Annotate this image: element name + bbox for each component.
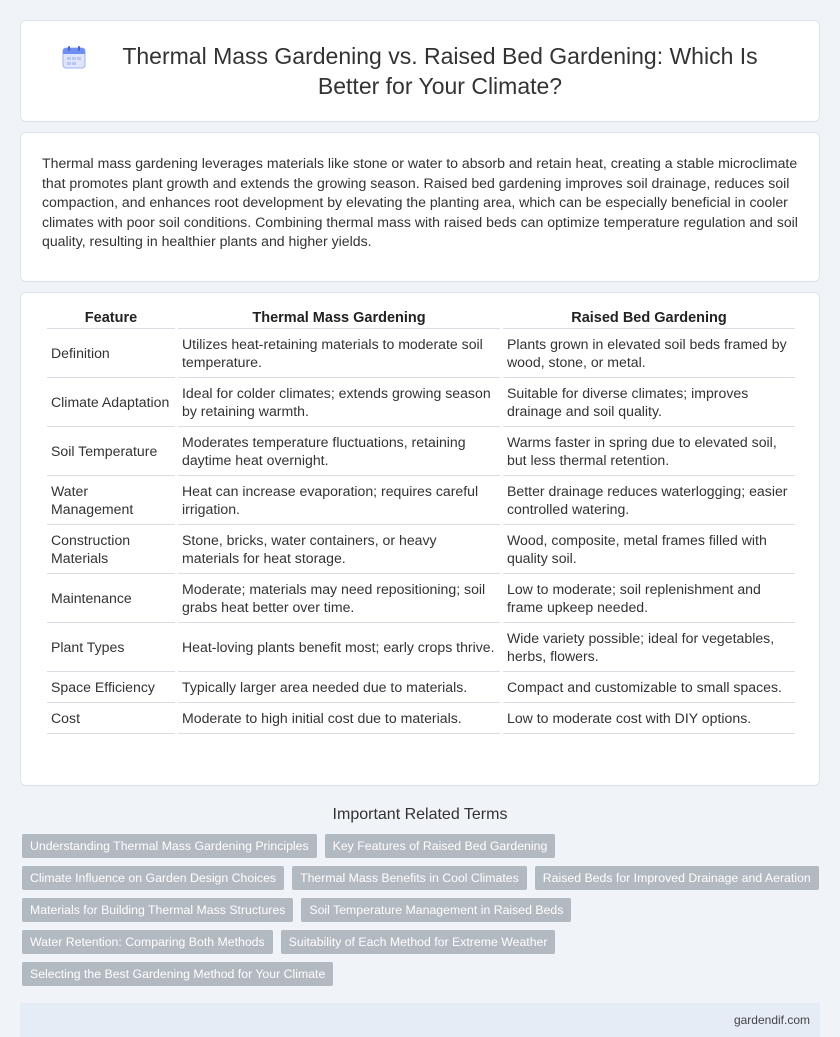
feature-cell: Construction Materials — [47, 525, 175, 574]
related-term-tag[interactable]: Soil Temperature Management in Raised Beds — [301, 898, 571, 922]
feature-cell: Maintenance — [47, 574, 175, 623]
feature-cell: Plant Types — [47, 623, 175, 672]
related-term-tag[interactable]: Suitability of Each Method for Extreme Weather — [281, 930, 556, 954]
table-row — [47, 525, 795, 574]
related-term-tag[interactable]: Water Retention: Comparing Both Methods — [22, 930, 273, 954]
thermal-mass-cell: Heat can increase evaporation; requires careful irrigation. — [178, 476, 500, 525]
footer-bar — [20, 1003, 820, 1037]
table-row — [47, 378, 795, 427]
raised-bed-cell: Low to moderate cost with DIY options. — [503, 703, 795, 734]
table-row — [47, 329, 795, 378]
related-term-tag[interactable]: Understanding Thermal Mass Gardening Principles — [22, 834, 317, 858]
intro-card — [20, 132, 820, 282]
footer-site-link[interactable]: gardendif.com — [733, 1013, 810, 1027]
column-header-raised-bed: Raised Bed Gardening — [503, 303, 795, 329]
feature-cell: Water Management — [47, 476, 175, 525]
comparison-table — [44, 303, 798, 734]
table-row — [47, 574, 795, 623]
table-row — [47, 427, 795, 476]
table-row — [47, 623, 795, 672]
related-terms-section — [0, 806, 840, 986]
related-terms-list — [22, 834, 820, 986]
related-terms-title: Important Related Terms — [332, 806, 508, 823]
related-term-tag[interactable]: Materials for Building Thermal Mass Structures — [22, 898, 293, 922]
related-term-tag[interactable]: Raised Beds for Improved Drainage and Aeration — [535, 866, 819, 890]
comparison-table-card — [20, 292, 820, 786]
thermal-mass-cell: Stone, bricks, water containers, or heavy materials for heat storage. — [178, 525, 500, 574]
raised-bed-cell: Better drainage reduces waterlogging; easier controlled watering. — [503, 476, 795, 525]
raised-bed-cell: Wood, composite, metal frames filled with quality soil. — [503, 525, 795, 574]
related-term-tag[interactable]: Thermal Mass Benefits in Cool Climates — [292, 866, 527, 890]
column-header-feature: Feature — [47, 303, 175, 329]
table-header-row — [47, 303, 795, 329]
thermal-mass-cell: Ideal for colder climates; extends growing season by retaining warmth. — [178, 378, 500, 427]
thermal-mass-cell: Moderate; materials may need repositioning; soil grabs heat better over time. — [178, 574, 500, 623]
feature-cell: Definition — [47, 329, 175, 378]
table-row — [47, 672, 795, 703]
raised-bed-cell: Low to moderate; soil replenishment and frame upkeep needed. — [503, 574, 795, 623]
feature-cell: Cost — [47, 703, 175, 734]
table-row — [47, 703, 795, 734]
page-title: Thermal Mass Gardening vs. Raised Bed Gardening: Which Is Better for Your Climate? — [122, 43, 758, 99]
thermal-mass-cell: Typically larger area needed due to materials. — [178, 672, 500, 703]
related-term-tag[interactable]: Selecting the Best Gardening Method for Your Climate — [22, 962, 333, 986]
thermal-mass-cell: Moderate to high initial cost due to materials. — [178, 703, 500, 734]
feature-cell: Soil Temperature — [47, 427, 175, 476]
raised-bed-cell: Warms faster in spring due to elevated soil, but less thermal retention. — [503, 427, 795, 476]
thermal-mass-cell: Heat-loving plants benefit most; early crops thrive. — [178, 623, 500, 672]
raised-bed-cell: Plants grown in elevated soil beds framed by wood, stone, or metal. — [503, 329, 795, 378]
related-term-tag[interactable]: Climate Influence on Garden Design Choices — [22, 866, 284, 890]
related-term-tag[interactable]: Key Features of Raised Bed Gardening — [325, 834, 556, 858]
header-card — [20, 20, 820, 122]
feature-cell: Space Efficiency — [47, 672, 175, 703]
raised-bed-cell: Compact and customizable to small spaces. — [503, 672, 795, 703]
raised-bed-cell: Wide variety possible; ideal for vegetables, herbs, flowers. — [503, 623, 795, 672]
thermal-mass-cell: Utilizes heat-retaining materials to moderate soil temperature. — [178, 329, 500, 378]
calendar-icon — [61, 45, 87, 69]
raised-bed-cell: Suitable for diverse climates; improves drainage and soil quality. — [503, 378, 795, 427]
intro-paragraph: Thermal mass gardening leverages materials like stone or water to absorb and retain heat, creating a stable microclimate that promotes plant growth and extends the growing season. Raised bed gardening improves soil drainage, reduces soil compaction, and enhances root development by elevating the planting area, which can be especially beneficial in cooler climates with poor soil conditions. Combining thermal mass with raised beds can optimize temperature regulation and soil quality, resulting in healthier plants and higher yields. — [42, 155, 798, 249]
thermal-mass-cell: Moderates temperature fluctuations, retaining daytime heat overnight. — [178, 427, 500, 476]
table-row — [47, 476, 795, 525]
feature-cell: Climate Adaptation — [47, 378, 175, 427]
column-header-thermal-mass: Thermal Mass Gardening — [178, 303, 500, 329]
